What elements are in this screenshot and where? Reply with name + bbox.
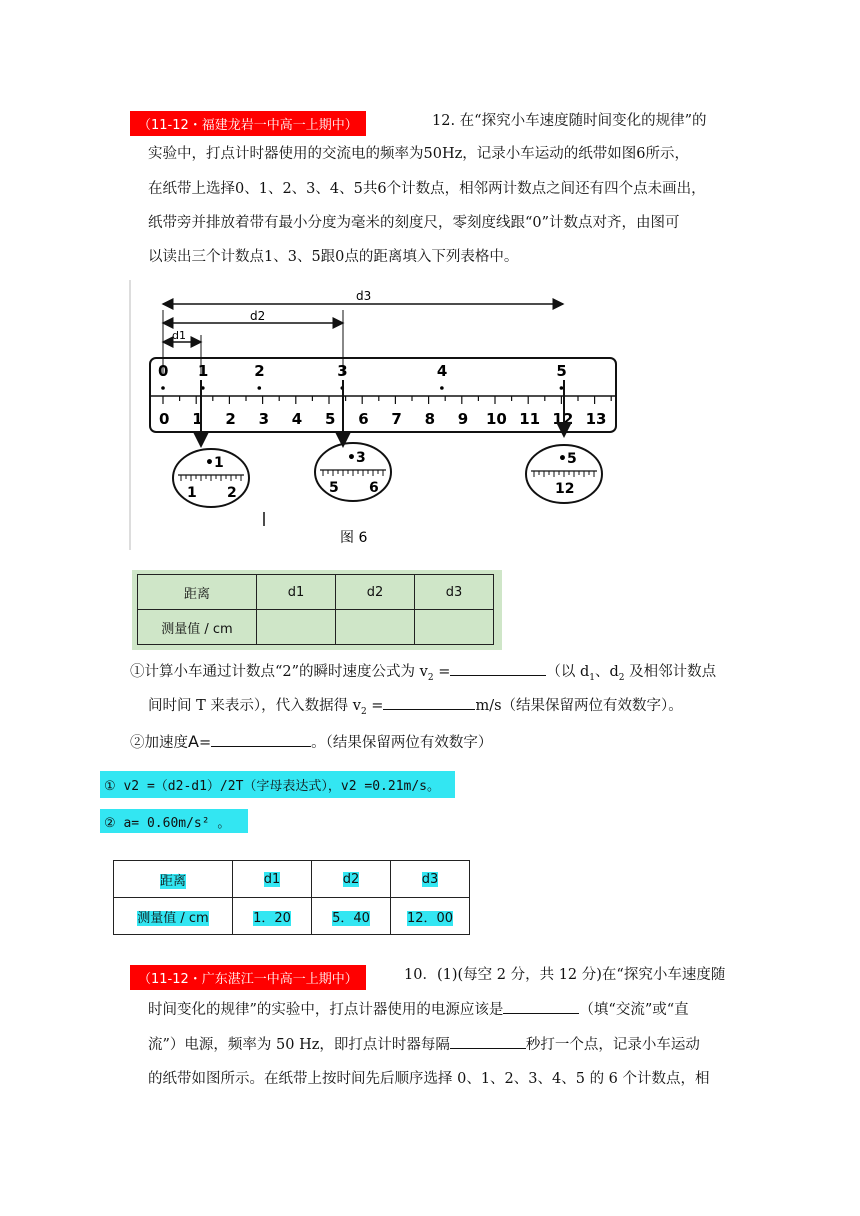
table-row <box>138 575 494 610</box>
ruler-number: 4 <box>291 410 303 428</box>
problem-text-line: 在纸带上选择0、1、2、3、4、5共6个计数点，相邻两计数点之间还有四个点未画出， <box>148 181 706 197</box>
ruler-number: 11 <box>519 410 541 428</box>
zoom-point-label: •5 <box>558 451 577 467</box>
tape-dot <box>257 386 261 390</box>
ruler-number: 6 <box>358 410 369 428</box>
answer-blank <box>503 998 579 1014</box>
problem-text-line: 在“探究小车速度随时间变化的规律”的 <box>459 113 707 129</box>
table-cell: 距离 <box>114 861 233 898</box>
table-cell: d1 <box>257 575 336 610</box>
problem-number: 12. <box>432 113 456 129</box>
d3-label: d3 <box>356 289 372 303</box>
tape-point-label: 0 <box>158 362 169 380</box>
table-row <box>138 610 494 645</box>
answer-2: ② a= 0.60m/s² 。 <box>104 816 231 831</box>
problem-12-first-line <box>432 106 707 137</box>
figure-6-ruler-diagram <box>128 280 628 550</box>
table2 <box>113 860 470 935</box>
table-cell <box>415 610 494 645</box>
ruler-number: 7 <box>391 410 402 428</box>
table-cell: 12．00 <box>391 898 470 935</box>
ruler-number: 9 <box>457 410 469 428</box>
table-cell: 5．40 <box>312 898 391 935</box>
table-cell <box>336 610 415 645</box>
problem-10-first-line: 10．(1)(每空 2 分，共 12 分)在“探究小车速度随 <box>404 967 726 983</box>
ruler-number: 2 <box>225 410 236 428</box>
table-cell: d3 <box>391 861 470 898</box>
ruler-number: 8 <box>424 410 436 428</box>
d1-label: d1 <box>172 329 186 342</box>
table-cell: d1 <box>233 861 312 898</box>
table-cell: d2 <box>312 861 391 898</box>
ruler-number: 10 <box>486 410 507 428</box>
table-cell <box>257 610 336 645</box>
answer-1: ① v2 =（d2-d1）/2T（字母表达式），v2 =0.21m/s。 <box>104 779 440 794</box>
answer-blank <box>450 660 546 676</box>
question-1-line-2: 间时间 T 来表示），代入数据得 $v_2 = m/s$（结果保留两位有效数字）。 <box>148 691 683 728</box>
zoom-scale-label: 1 <box>187 485 197 501</box>
tape-point-label: 3 <box>337 362 348 380</box>
table-row <box>114 861 470 898</box>
problem-10-line-2: 时间变化的规律”的实验中，打点计器使用的电源应该是 （填“交流”或“直 <box>148 995 689 1026</box>
figure-caption: 图 6 <box>340 530 368 546</box>
ruler-number: 12 <box>552 410 574 428</box>
d2-label: d2 <box>250 309 266 323</box>
ruler-number: 0 <box>159 410 170 428</box>
table-cell: d2 <box>336 575 415 610</box>
problem-text-line: 以读出三个计数点1、3、5跟0点的距离填入下列表格中。 <box>148 249 519 265</box>
problem-text-line: 实验中，打点计时器使用的交流电的频率为50Hz，记录小车运动的纸带如图6所示， <box>148 146 689 162</box>
tape-dot <box>440 386 444 390</box>
zoom-point-label: •1 <box>205 455 224 471</box>
zoom-scale-label: 5 <box>329 480 339 496</box>
question-2: ②加速度A= 。（结果保留两位有效数字） <box>130 732 493 751</box>
table-cell: d3 <box>415 575 494 610</box>
ruler-number: 13 <box>585 410 607 428</box>
question-1-line-1: ①计算小车通过计数点“2”的瞬时速度公式为 $v_2$ = （以 $d_1$、$d_2$ 及相邻计数点 <box>130 657 716 694</box>
table-row <box>114 898 470 935</box>
problem-text-line: 纸带旁并排放着带有最小分度为毫米的刻度尺，零刻度线跟“0”计数点对齐，由图可 <box>148 215 680 231</box>
table-cell: 测量值 / cm <box>138 610 257 645</box>
tape-point-label: 5 <box>556 362 567 380</box>
source-tag: （11-12・广东湛江一中高一上期中） <box>130 965 366 990</box>
source-tag: （11-12・福建龙岩一中高一上期中） <box>130 111 366 136</box>
zoom-point-label: •3 <box>347 450 366 466</box>
problem-10-line-4: 的纸带如图所示。在纸带上按时间先后顺序选择 0、1、2、3、4、5 的 6 个计数点，相 <box>148 1071 710 1087</box>
ruler-number: 5 <box>325 410 336 428</box>
tape-dot <box>161 386 165 390</box>
acceleration-symbol: A <box>188 732 199 751</box>
answer-blank <box>450 1033 526 1049</box>
answer-blank <box>211 731 311 747</box>
ruler-number: 3 <box>258 410 270 428</box>
tape-point-label: 1 <box>197 362 209 380</box>
tape-dot <box>560 386 564 390</box>
zoom-scale-label: 12 <box>555 481 575 497</box>
answer-blank <box>383 694 475 710</box>
ruler-number: 1 <box>192 410 203 428</box>
table-cell: 1．20 <box>233 898 312 935</box>
zoom-scale-label: 2 <box>227 485 237 501</box>
table-cell: 距离 <box>138 575 257 610</box>
tape-point-label: 4 <box>436 362 448 380</box>
zoom-scale-label: 6 <box>369 480 379 496</box>
tape-point-label: 2 <box>254 362 265 380</box>
table1 <box>137 574 494 645</box>
problem-10-line-3: 流”）电源，频率为 50 Hz，即打点计时器每隔 秒打一个点，记录小车运动 <box>148 1030 700 1061</box>
table-cell: 测量值 / cm <box>114 898 233 935</box>
